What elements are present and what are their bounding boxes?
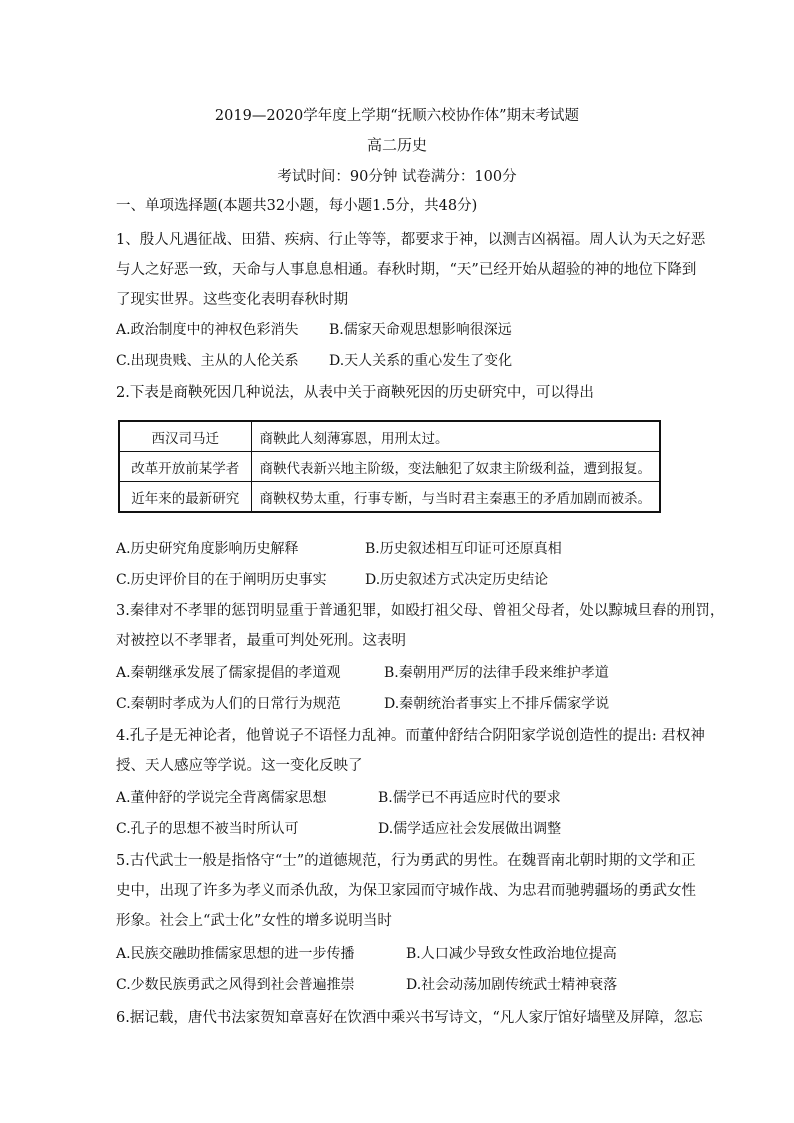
table-view-cell: 商鞅代表新兴地主阶级，变法触犯了奴隶主阶级利益，遭到报复。: [251, 452, 660, 482]
q5-stem-line-1: 5.古代武士一般是指恪守“士”的道德规范，行为勇武的男性。在魏晋南北朝时期的文学和正: [116, 853, 696, 869]
table-source-cell: 近年来的最新研究: [119, 482, 251, 513]
q4-option-c: C.孔子的思想不被当时所认可: [116, 821, 299, 837]
q6-stem-line-1: 6.据记载，唐代书法家贺知章喜好在饮酒中乘兴书写诗文，“凡人家厅馆好墙壁及屏障，忽忘: [116, 1010, 703, 1026]
q1-stem-line-3: 了现实世界。这些变化表明春秋时期: [116, 292, 348, 308]
q2-table: [118, 420, 661, 513]
section-heading: 一、单项选择题(本题共32小题，每小题1.5分，共48分): [116, 198, 478, 214]
q2-option-c: C.历史评价目的在于阐明历史事实: [116, 572, 327, 588]
q3-option-b: B.秦朝用严厉的法律手段来维护孝道: [384, 665, 609, 681]
q1-stem-line-1: 1、殷人凡遇征战、田猎、疾病、行止等等，都要求于神，以测吉凶祸福。周人认为天之好恶: [116, 232, 706, 248]
q4-option-b: B.儒学已不再适应时代的要求: [378, 790, 561, 806]
q3-option-d: D.秦朝统治者事实上不排斥儒家学说: [384, 696, 610, 712]
q3-stem-line-2: 对被控以不孝罪者，最重可判处死刑。这表明: [116, 633, 406, 649]
table-row: [119, 452, 660, 482]
q2-option-d: D.历史叙述方式决定历史结论: [365, 572, 549, 588]
table-row: [119, 482, 660, 513]
q5-option-d: D.社会动荡加剧传统武士精神衰落: [406, 977, 618, 993]
q1-option-a: A.政治制度中的神权色彩消失: [116, 322, 299, 338]
table-view-cell: 商鞅权势太重，行事专断，与当时君主秦惠王的矛盾加剧而被杀。: [251, 482, 660, 513]
q1-option-c: C.出现贵贱、主从的人伦关系: [116, 353, 299, 369]
q4-stem-line-2: 授、天人感应等学说。这一变化反映了: [116, 758, 363, 774]
q1-option-b: B.儒家天命观思想影响很深远: [329, 322, 512, 338]
q1-stem-line-2: 与人之好恶一致，天命与人事息息相通。春秋时期，“天”已经开始从超验的神的地位下降到: [116, 262, 697, 278]
q4-option-d: D.儒学适应社会发展做出调整: [378, 821, 562, 837]
q1-option-d: D.天人关系的重心发生了变化: [329, 353, 513, 369]
table-source-cell: 改革开放前某学者: [119, 452, 251, 482]
exam-title: 2019—2020学年度上学期“抚顺六校协作体”期末考试题: [214, 108, 580, 124]
q4-stem-line-1: 4.孔子是无神论者，他曾说子不语怪力乱神。而董仲舒结合阴阳家学说创造性的提出: 君权神: [116, 728, 705, 744]
q5-stem-line-2: 史中，出现了许多为孝义而杀仇敌，为保卫家园而守城作战、为忠君而驰骋疆场的勇武女性: [116, 883, 696, 899]
q2-stem: 2.下表是商鞅死因几种说法，从表中关于商鞅死因的历史研究中，可以得出: [116, 385, 594, 401]
q3-option-a: A.秦朝继承发展了儒家提倡的孝道观: [116, 665, 341, 681]
table-source-cell: 西汉司马迁: [119, 421, 251, 452]
exam-info: 考试时间：90分钟 试卷满分：100分: [277, 169, 517, 185]
q4-option-a: A.董仲舒的学说完全背离儒家思想: [116, 790, 327, 806]
table-row: [119, 421, 660, 452]
q2-option-a: A.历史研究角度影响历史解释: [116, 541, 299, 557]
table-view-cell: 商鞅此人刻薄寡恩，用刑太过。: [251, 421, 660, 452]
q3-option-c: C.秦朝时孝成为人们的日常行为规范: [116, 696, 341, 712]
q3-stem-line-1: 3.秦律对不孝罪的惩罚明显重于普通犯罪，如殴打祖父母、曾祖父母者，处以黥城旦舂的刑罚，: [116, 603, 725, 619]
q5-option-a: A.民族交融助推儒家思想的进一步传播: [116, 946, 355, 962]
q5-stem-line-3: 形象。社会上“武士化”女性的增多说明当时: [116, 913, 392, 929]
q5-option-b: B.人口减少导致女性政治地位提高: [406, 946, 617, 962]
q5-option-c: C.少数民族勇武之风得到社会普遍推崇: [116, 977, 355, 993]
q2-option-b: B.历史叙述相互印证可还原真相: [365, 541, 562, 557]
subject-title: 高二历史: [366, 136, 427, 154]
